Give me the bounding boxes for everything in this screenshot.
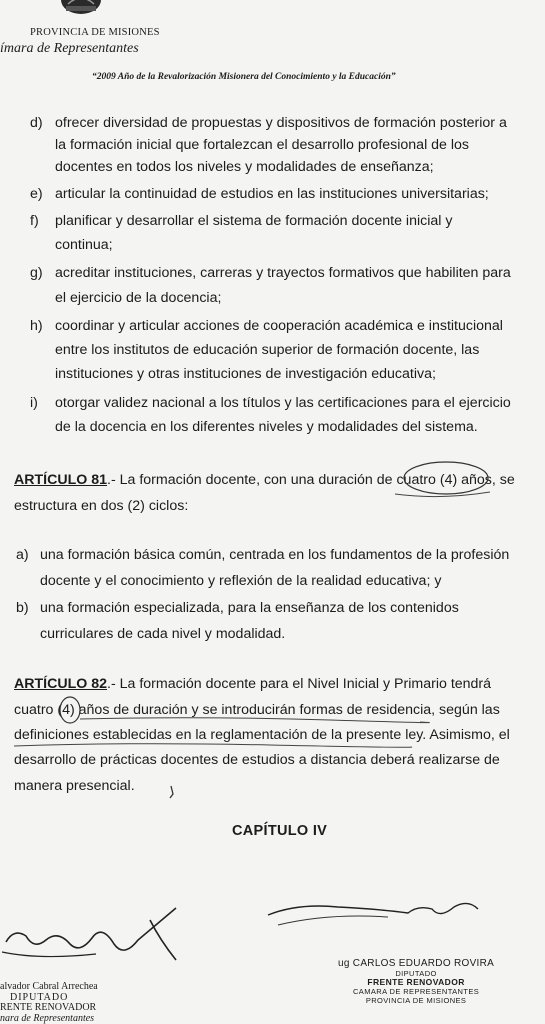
- item-label: h): [30, 318, 43, 334]
- item-line: el ejercicio de la docencia;: [55, 290, 222, 306]
- item-line: acreditar instituciones, carreras y trayectos formativos que habiliten para: [55, 265, 511, 281]
- item-line: instituciones y otras instituciones de investigación educativa;: [55, 366, 436, 382]
- signature-left-icon: [0, 900, 200, 980]
- item-line: otorgar validez nacional a los títulos y las certificaciones para el ejercicio: [55, 395, 511, 411]
- item-line: una formación especializada, para la enseñanza de los contenidos: [40, 600, 459, 616]
- pen-mark: [170, 786, 173, 798]
- item-line: curriculares de cada nivel y modalidad.: [40, 626, 286, 642]
- signer-chamber: nara de Representantes: [0, 1012, 95, 1024]
- provincial-seal-icon: [58, 0, 104, 18]
- item-line: docentes en todos los niveles y modalidades de enseñanza;: [55, 159, 434, 175]
- item-line: planificar y desarrollar el sistema de formación docente inicial y: [55, 213, 453, 229]
- item-line: de la docencia en los diferentes niveles y modalidades del sistema.: [55, 419, 478, 435]
- signer-chamber: CAMARA DE REPRESENTANTES: [352, 987, 480, 996]
- article-81-text: .- La formación docente, con una duración de cuatro (4) años, se: [107, 472, 515, 488]
- item-line: articular la continuidad de estudios en las instituciones universitarias;: [55, 186, 489, 202]
- signer-name: ug CARLOS EDUARDO ROVIRA: [338, 958, 495, 969]
- item-line: una formación básica común, centrada en los fundamentos de la profesión: [40, 547, 510, 563]
- signer-title: DIPUTADO: [10, 991, 69, 1003]
- article-81-paragraph: [14, 470, 515, 491]
- article-82-line: cuatro (4) años de duración y se introducirán formas de residencia, según las: [14, 702, 500, 718]
- signer-title: DIPUTADO: [395, 969, 437, 978]
- signer-name: alvador Cabral Arrechea: [0, 981, 98, 992]
- item-label: a): [16, 547, 29, 563]
- item-line: continua;: [55, 237, 113, 253]
- article-82-line: definiciones establecidas en la reglamentación de la presente ley. Asimismo, el: [14, 727, 510, 743]
- article-81-heading: ARTÍCULO 81: [14, 472, 108, 488]
- signer-party: FRENTE RENOVADOR: [367, 977, 465, 987]
- underline-annotation: [395, 492, 490, 497]
- item-line: la formación inicial que fortalezcan el desarrollo profesional de los: [55, 137, 470, 153]
- item-label: i): [30, 395, 38, 411]
- article-82-line: desarrollo de prácticas docentes de estudios a distancia deberá realizarse de: [14, 752, 500, 768]
- item-label: e): [30, 186, 43, 202]
- signature-right-block: [338, 958, 494, 1005]
- item-label: g): [30, 265, 43, 281]
- article-82-line: manera presencial.: [14, 778, 135, 794]
- header-province: PROVINCIA DE MISIONES: [30, 27, 160, 38]
- article-82-text: .- La formación docente para el Nivel Inicial y Primario tendrá: [107, 676, 492, 692]
- signer-party: RENTE RENOVADOR: [0, 1002, 97, 1013]
- chapter-heading: CAPÍTULO IV: [232, 823, 328, 839]
- signature-left-block: [0, 982, 98, 1024]
- item-label: d): [30, 115, 43, 131]
- article-82-paragraph: [14, 674, 491, 695]
- article-81-line: estructura en dos (2) ciclos:: [14, 498, 189, 514]
- header-chamber: ímara de Representantes: [0, 41, 139, 56]
- header-motto: “2009 Año de la Revalorización Misionera del Conocimiento y la Educación”: [92, 72, 396, 82]
- item-label: b): [16, 600, 29, 616]
- item-line: docente y el conocimiento y reflexión de la realidad educativa; y: [40, 573, 442, 589]
- item-line: entre los institutos de educación superior de formación docente, las: [55, 342, 480, 358]
- item-line: ofrecer diversidad de propuestas y dispositivos de formación posterior a: [55, 115, 507, 131]
- signature-right-icon: [258, 885, 498, 945]
- signer-province: PROVINCIA DE MISIONES: [365, 996, 467, 1005]
- item-line: coordinar y articular acciones de cooperación académica e institucional: [55, 318, 503, 334]
- item-label: f): [30, 213, 39, 229]
- article-82-heading: ARTÍCULO 82: [14, 676, 108, 692]
